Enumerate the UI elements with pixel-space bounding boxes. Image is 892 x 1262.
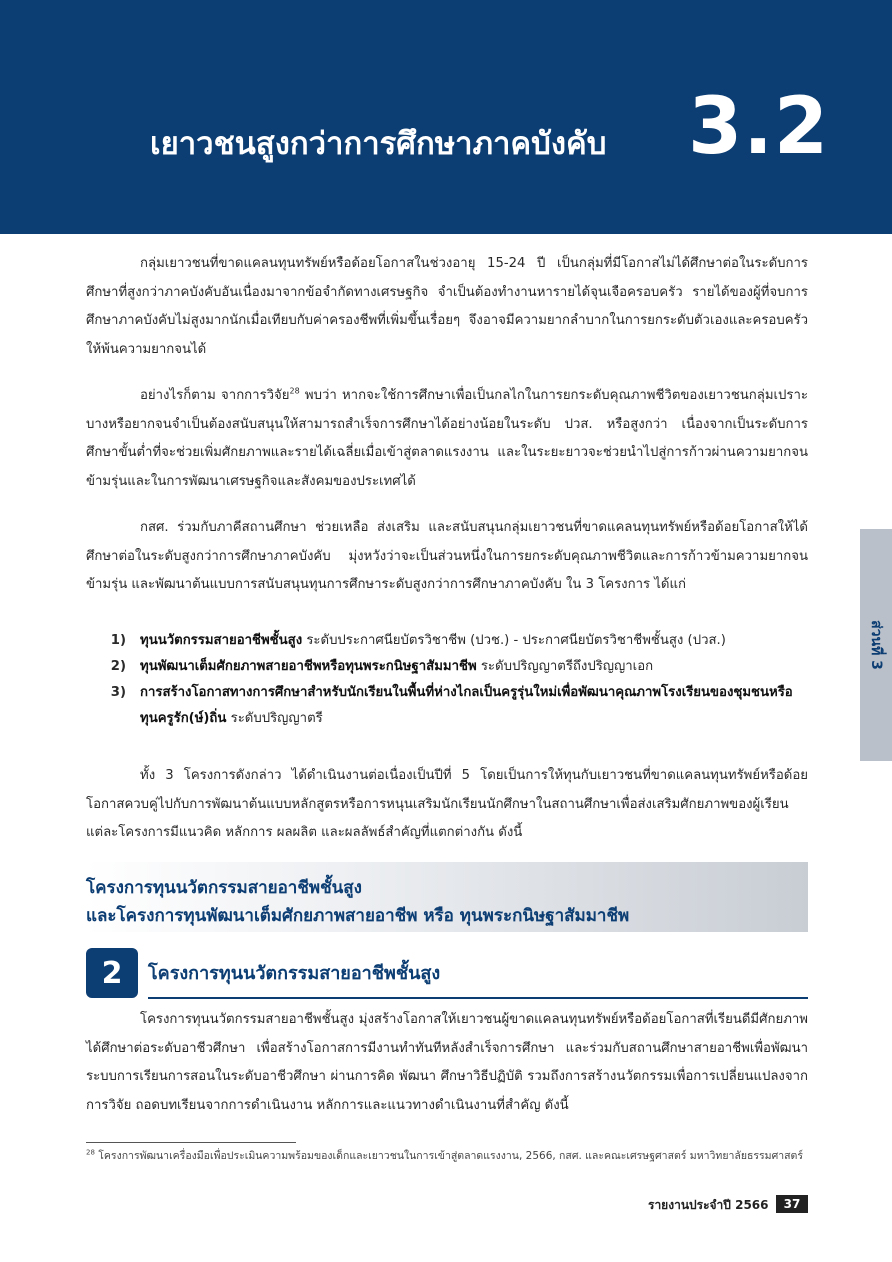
paragraph-4: ทั้ง 3 โครงการดังกล่าว ได้ดำเนินงานต่อเนื่องเป็นปีที่ 5 โดยเป็นการให้ทุนกับเยาวชนที่ขาดแคลนทุนทรัพย์หรือด้อยโอกาสควบคู่ไปกับการพัฒนาต้นแบบหลักสูตรหรือการหนุนเสริมนักเรียนนักศึกษาในสถานศึกษาเพื่อส่งเสริมศักยภาพของผู้เรียน แต่ละโครงการมีแนวคิด หลักการ ผลผลิต และผลลัพธ์สำคัญที่แตกต่างกัน ดังนี้ [86,768,808,840]
paragraph-3: กสศ. ร่วมกับภาคีสถานศึกษา ช่วยเหลือ ส่งเสริม และสนับสนุนกลุ่มเยาวชนที่ขาดแคลนทุนทรัพย์หรือด้อยโอกาสให้ได้ศึกษาต่อในระดับสูงกว่าการศึกษาภาคบังคับ มุ่งหวังว่าจะเป็นส่วนหนึ่งในการยกระดับคุณภาพชีวิตและการก้าวข้ามความยากจนข้ามรุ่น และพัฒนาต้นแบบการสนับสนุนทุนการศึกษาระดับสูงกว่าการศึกษาภาคบังคับ ใน 3 โครงการ ได้แก่ [86,520,808,592]
banner-line-2: และโครงการทุนพัฒนาเต็มศักยภาพสายอาชีพ หรือ ทุนพระกนิษฐาสัมมาชีพ [86,906,630,926]
side-tab-label: ส่วนที่ 3 [868,620,885,670]
paragraph-2-rest: พบว่า หากจะใช้การศึกษาเพื่อเป็นกลไกในการยกระดับคุณภาพชีวิตของเยาวชนกลุ่มเปราะบางหรือยากจนจำเป็นต้องสนับสนุนให้สามารถสำเร็จการศึกษาได้อย่างน้อยในระดับ ปวส. หรือสูงกว่า เนื่องจากเป็นระดับการศึกษาขั้นต่ำที่จะช่วยเพิ่มศักยภาพและรายได้เฉลี่ยเมื่อเข้าสู่ตลาดแรงงาน และในระยะยาวจะช่วยนำไปสู่การก้าวผ่านความยากจนข้ามรุ่นและในการพัฒนาเศรษฐกิจและสังคมของประเทศได้ [86,388,808,489]
section-divider [148,997,808,999]
project-list [86,628,808,732]
project-name: ทุนนวัตกรรมสายอาชีพชั้นสูง [140,633,303,648]
list-text [140,654,808,680]
footnote-text: โครงการพัฒนาเครื่องมือเพื่อประเมินความพร้อมของเด็กและเยาวชนในการเข้าสู่ตลาดแรงงาน, 2566, กสศ. และคณะเศรษฐศาสตร์ มหาวิทยาลัยธรรมศาสตร์ [94,1150,804,1162]
topic-banner [86,862,808,932]
project-name: ทุนพัฒนาเต็มศักยภาพสายอาชีพหรือทุนพระกนิษฐาสัมมาชีพ [140,659,477,674]
section-title: โครงการทุนนวัตกรรมสายอาชีพชั้นสูง [148,963,441,984]
section-side-tab[interactable] [860,529,892,761]
paragraph-2-start: อย่างไรก็ตาม จากการวิจัย [140,388,290,403]
chapter-number: 3.2 [688,82,830,172]
section-number-badge: 2 [86,948,138,998]
footnote-divider [86,1142,296,1143]
project-detail: ระดับปริญญาตรีถึงปริญญาเอก [476,659,654,674]
list-number: 3) [110,685,126,700]
list-text [140,628,808,654]
project-name: การสร้างโอกาสทางการศึกษาสำหรับนักเรียนในพื้นที่ห่างไกลเป็นครูรุ่นใหม่เพื่อพัฒนาคุณภาพโรงเรียนของชุมชนหรือทุนครูรัก(ษ์)ถิ่น [140,685,793,726]
page-number: 37 [776,1195,808,1213]
paragraph-1: กลุ่มเยาวชนที่ขาดแคลนทุนทรัพย์หรือด้อยโอกาสในช่วงอายุ 15-24 ปี เป็นกลุ่มที่มีโอกาสไม่ได้ศึกษาต่อในระดับการศึกษาที่สูงกว่าภาคบังคับอันเนื่องมาจากข้อจำกัดทางเศรษฐกิจ จำเป็นต้องทำงานหารายได้จุนเจือครอบครัว รายได้ของผู้ที่จบการศึกษาภาคบังคับไม่สูงมากนักเมื่อเทียบกับค่าครองชีพที่เพิ่มขึ้นเรื่อยๆ จึงอาจมีความยากลำบากในการยกระดับตัวเองและครอบครัวให้พ้นความยากจนได้ [86,256,808,357]
paragraph-2 [86,382,808,496]
list-item [86,654,808,680]
footnote [86,1148,808,1164]
list-item [86,628,808,654]
footer-report-label: รายงานประจำปี 2566 [648,1198,769,1212]
footnote-number: 28 [86,1148,95,1157]
banner-line-1: โครงการทุนนวัตกรรมสายอาชีพชั้นสูง [86,878,362,898]
page-header [0,0,892,234]
paragraph-5: โครงการทุนนวัตกรรมสายอาชีพชั้นสูง มุ่งสร้างโอกาสให้เยาวชนผู้ขาดแคลนทุนทรัพย์หรือด้อยโอกาสที่เรียนดีมีศักยภาพได้ศึกษาต่อระดับอาชีวศึกษา เพื่อสร้างโอกาสการมีงานทำทันทีหลังสำเร็จการศึกษา และร่วมกับสถานศึกษาสายอาชีพเพื่อพัฒนาระบบการเรียนการสอนในระดับอาชีวศึกษา ผ่านการคิด พัฒนา ศึกษาวิธีปฏิบัติ รวมถึงการสร้างนวัตกรรมเพื่อการเปลี่ยนแปลงจากการวิจัย ถอดบทเรียนจากการดำเนินงาน หลักการและแนวทางดำเนินงานที่สำคัญ ดังนี้ [86,1012,808,1113]
project-detail: ระดับประกาศนียบัตรวิชาชีพ (ปวช.) - ประกาศนียบัตรวิชาชีพชั้นสูง (ปวส.) [302,633,726,648]
list-text [140,680,808,732]
list-item [86,680,808,732]
page-title: เยาวชนสูงกว่าการศึกษาภาคบังคับ [150,126,607,162]
project-detail: ระดับปริญญาตรี [226,711,323,726]
side-tab-label-wrap [860,529,892,761]
footnote-ref[interactable]: 28 [289,386,300,396]
list-number: 1) [110,633,126,648]
list-number: 2) [110,659,126,674]
